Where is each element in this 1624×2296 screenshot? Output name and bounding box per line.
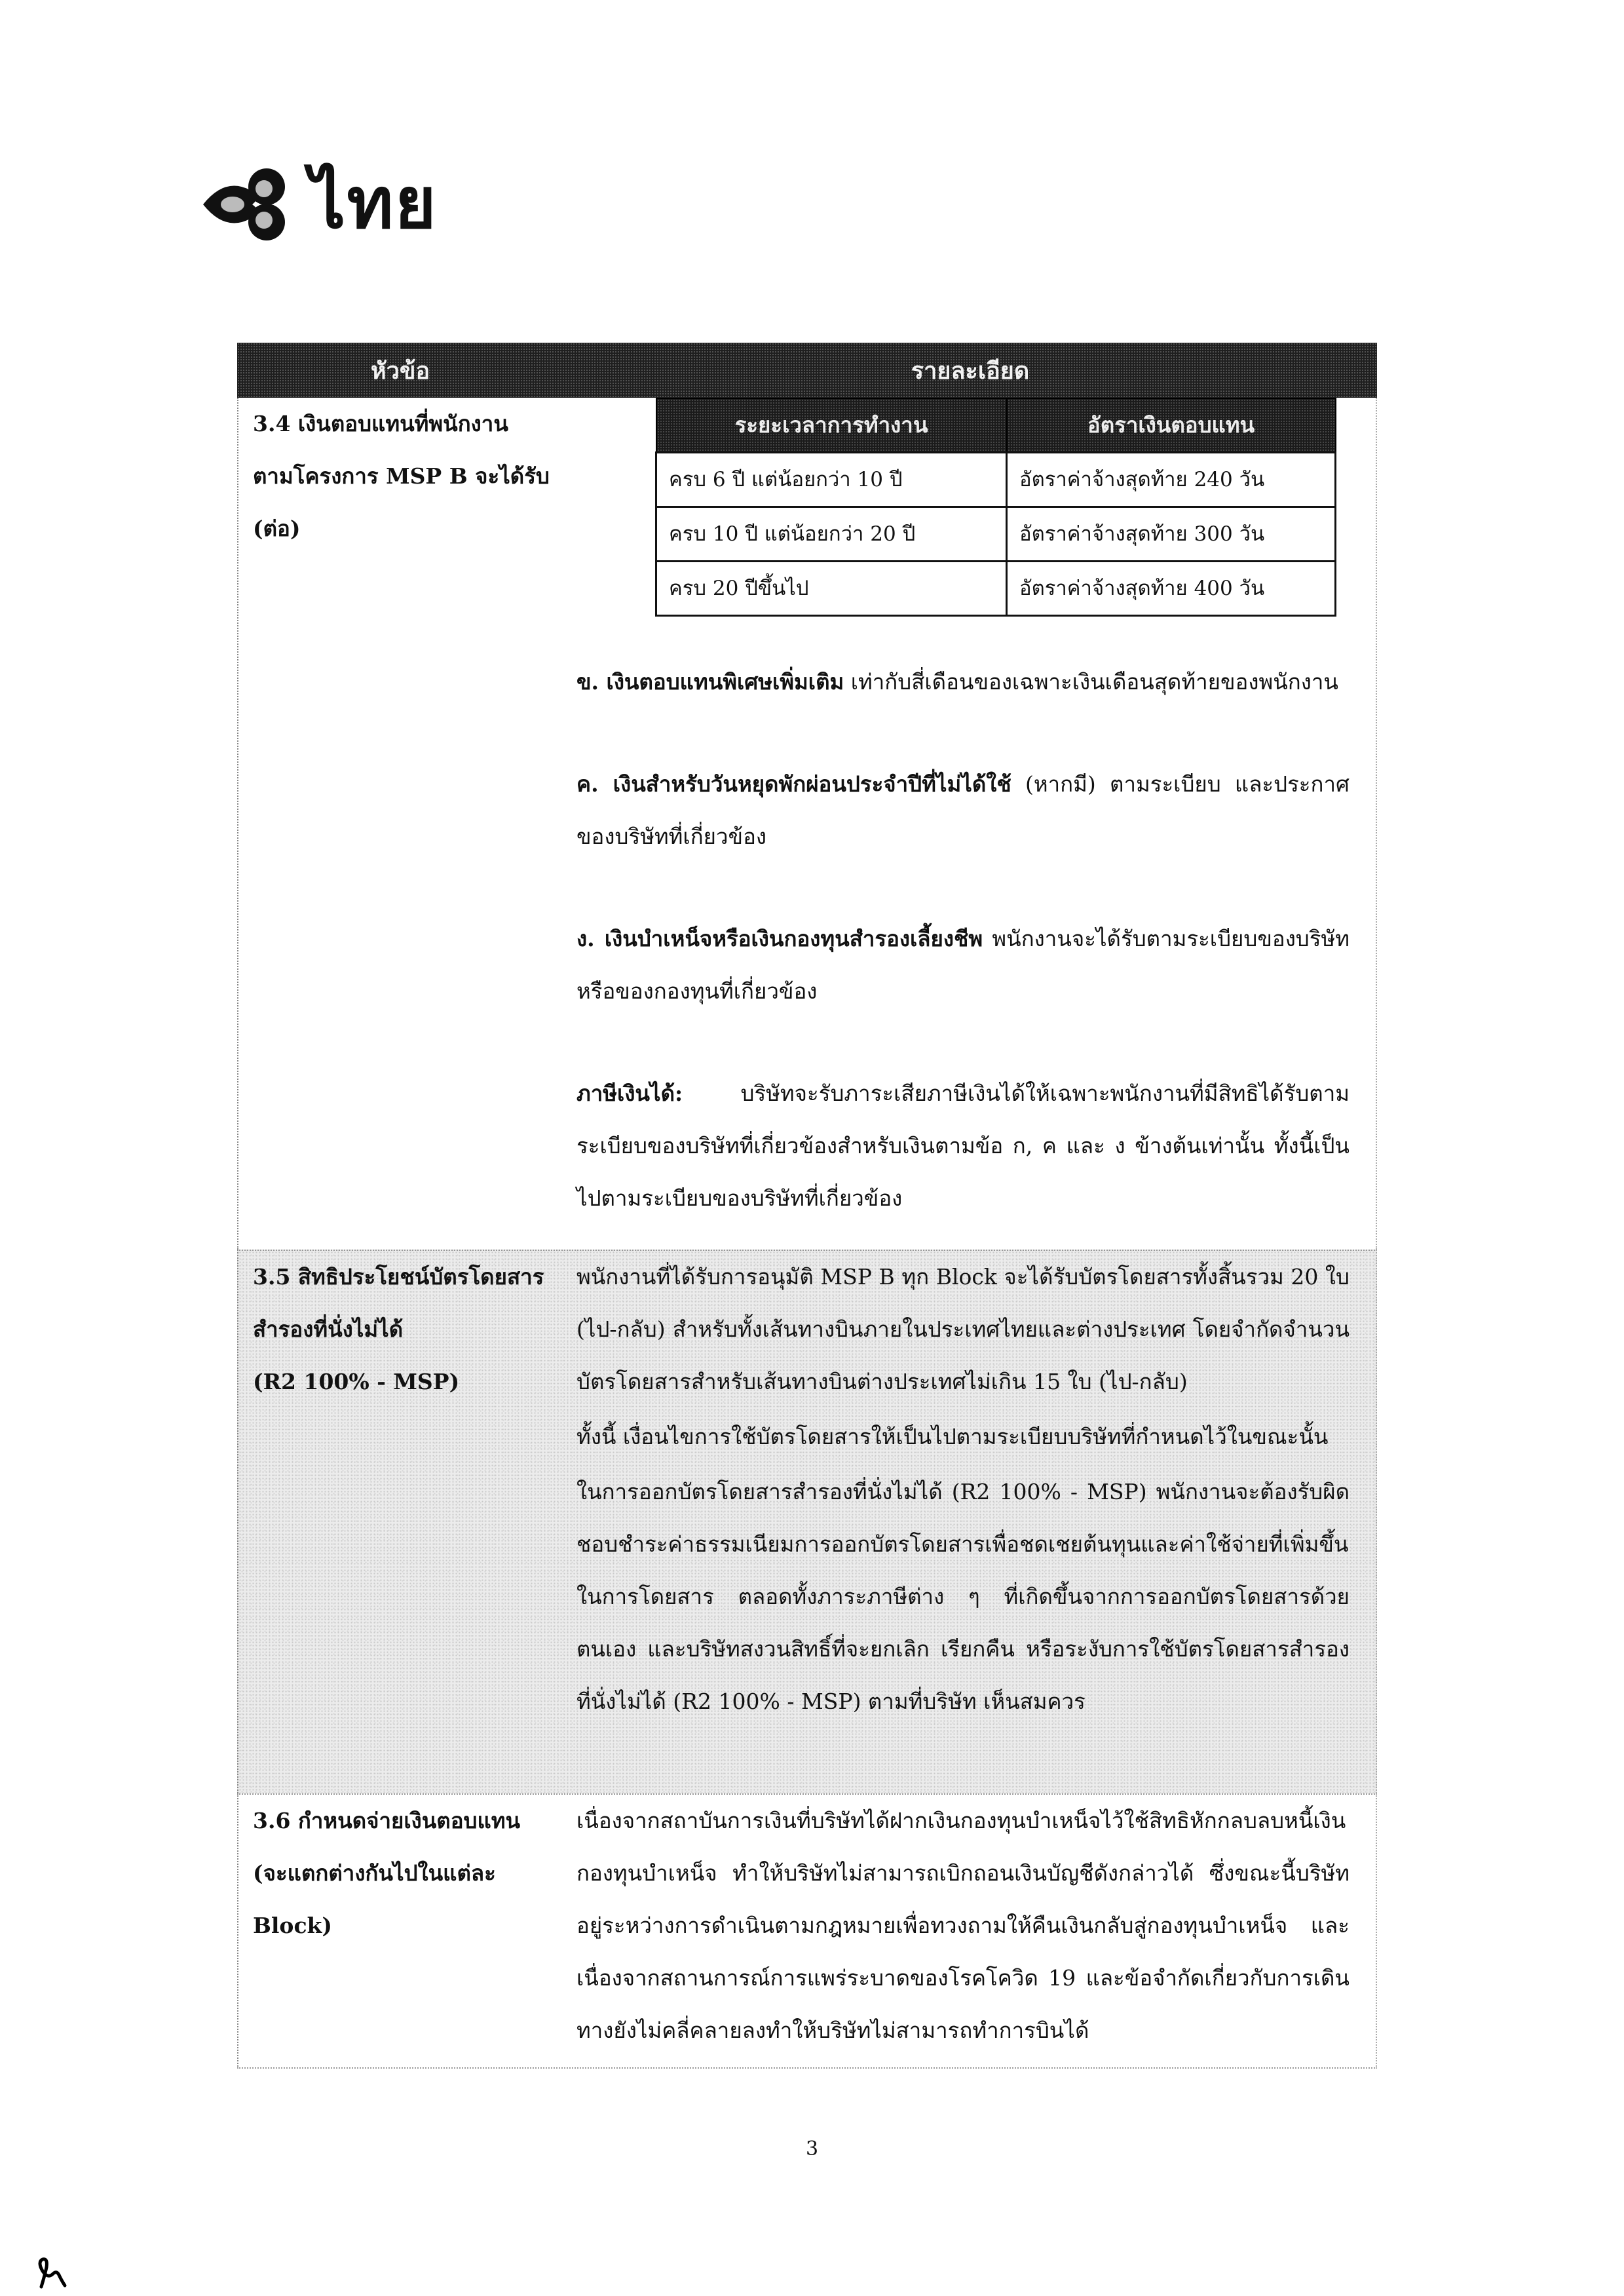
thai-airways-orchid-icon	[200, 164, 298, 242]
item-kho-unused-leave: ค. เงินสำหรับวันหยุดพักผ่อนประจำปีที่ไม่ได้ใช้ (หากมี) ตามระเบียบ และประกาศของบริษัทที่เกี่ยวข้อง	[576, 771, 1350, 849]
service-duration-table	[655, 398, 1336, 617]
item-kho: ข. เงินตอบแทนพิเศษเพิ่มเติม เท่ากับสี่เดือนของเฉพาะเงินเดือนสุดท้ายของพนักงาน	[576, 669, 1338, 695]
page-number: 3	[805, 2137, 819, 2160]
ticket-fees-paragraph: ในการออกบัตรโดยสารสำรองที่นั่งไม่ได้ (R2 100% - MSP) พนักงานจะต้องรับผิดชอบชำระค่าธรรมเนียมการออกบัตรโดยสารเพื่อชดเชยต้นทุนและค่าใช้จ่ายที่เพิ่มขึ้นในการโดยสาร ตลอดทั้งภาระภาษีต่าง ๆ ที่เกิดขึ้นจากการออกบัตรโดยสารด้วยตนเอง และบริษัทสงวนสิทธิ์ที่จะยกเลิก เรียกคืน หรือระงับการใช้บัตรโดยสารสำรองที่นั่งไม่ได้ (R2 100% - MSP) ตามที่บริษัท เห็นสมควร	[576, 1479, 1350, 1714]
payment-schedule-paragraph: เนื่องจากสถาบันการเงินที่บริษัทได้ฝากเงินกองทุนบำเหน็จไว้ใช้สิทธิหักกลบลบหนี้เงินกองทุนบำเหน็จ ทำให้บริษัทไม่สามารถเบิกถอนเงินบัญชีดังกล่าวได้ ซึ่งขณะนี้บริษัทอยู่ระหว่างการดำเนินตามกฎหมายเพื่อทวงถามให้คืนเงินกลับสู่กองทุนบำเหน็จ และเนื่องจากสถานการณ์การแพร่ระบาดของโรคโควิด 19 และข้อจำกัดเกี่ยวกับการเดินทางยังไม่คลี่คลายลงทำให้บริษัทไม่สามารถทำการบินได้	[576, 1808, 1350, 2043]
section-3-6-row	[237, 1793, 1377, 2069]
ticket-conditions-paragraph: ทั้งนี้ เงื่อนไขการใช้บัตรโดยสารให้เป็นไปตามระเบียบบริษัทที่กำหนดไว้ในขณะนั้น	[576, 1424, 1329, 1449]
table-row: ครบ 10 ปี แต่น้อยกว่า 20 ปี อัตราค่าจ้างสุดท้าย 300 วัน	[656, 507, 1336, 562]
section-3-4-detail	[565, 398, 1376, 1250]
table-header	[237, 343, 1377, 398]
header-detail: รายละเอียด	[911, 356, 1030, 385]
benefits-table	[237, 343, 1377, 2069]
header-topic: หัวข้อ	[370, 356, 430, 385]
section-3-5-row	[237, 1250, 1377, 1793]
col-service-duration: ระยะเวลาการทำงาน	[656, 398, 1007, 453]
section-3-6-topic: 3.6 กำหนดจ่ายเงินตอบแทน (จะแตกต่างกันไปในแต่ละ Block)	[253, 1808, 521, 1938]
col-compensation-rate: อัตราเงินตอบแทน	[1007, 398, 1336, 453]
ticket-allowance-paragraph: พนักงานที่ได้รับการอนุมัติ MSP B ทุก Block จะได้รับบัตรโดยสารทั้งสิ้นรวม 20 ใบ (ไป-กลับ) สำหรับทั้งเส้นทางบินภายในประเทศไทยและต่างประเทศ โดยจำกัดจำนวนบัตรโดยสารสำหรับเส้นทางบินต่างประเทศไม่เกิน 15 ใบ (ไป-กลับ)	[576, 1264, 1350, 1394]
logo-wordmark: ไทย	[310, 162, 438, 244]
table-row: ครบ 6 ปี แต่น้อยกว่า 10 ปี อัตราค่าจ้างสุดท้าย 240 วัน	[656, 453, 1336, 507]
company-logo	[200, 164, 438, 242]
section-3-6-detail	[565, 1795, 1376, 2067]
section-3-4-row	[237, 398, 1377, 1250]
section-3-5-detail	[565, 1251, 1376, 1793]
income-tax-note: ภาษีเงินได้: บริษัทจะรับภาระเสียภาษีเงินได้ให้เฉพาะพนักงานที่มีสิทธิได้รับตามระเบียบของบริษัทที่เกี่ยวข้องสำหรับเงินตามข้อ ก, ค และ ง ข้างต้นเท่านั้น ทั้งนี้เป็นไปตามระเบียบของบริษัทที่เกี่ยวข้อง	[576, 1081, 1350, 1211]
section-3-5-topic: 3.5 สิทธิประโยชน์บัตรโดยสาร สำรองที่นั่งไม่ได้ (R2 100% - MSP)	[253, 1264, 544, 1394]
item-ngo: ง. เงินบำเหน็จหรือเงินกองทุนสำรองเลี้ยงชีพ พนักงานจะได้รับตามระเบียบของบริษัทหรือของกองทุนที่เกี่ยวข้อง	[576, 926, 1350, 1004]
section-3-4-topic: 3.4 เงินตอบแทนที่พนักงาน ตามโครงการ MSP B จะได้รับ (ต่อ)	[253, 411, 550, 541]
signature-initials-icon	[36, 2254, 75, 2293]
table-row: ครบ 20 ปีขึ้นไป อัตราค่าจ้างสุดท้าย 400 วัน	[656, 562, 1336, 616]
